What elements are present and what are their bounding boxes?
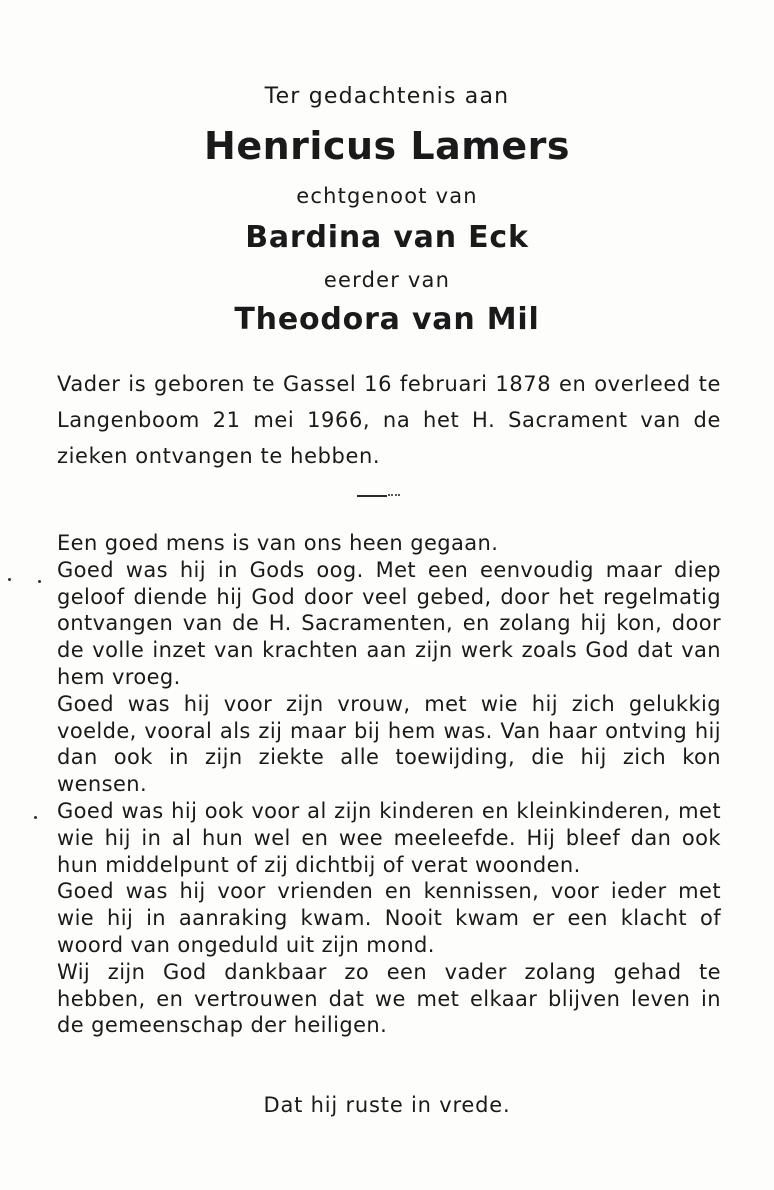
- closing-line: Dat hij ruste in vrede.: [263, 1093, 511, 1117]
- divider-dots: [388, 494, 400, 499]
- tribute-paragraph: Goed was hij ook voor al zijn kinderen en kleinkinderen, met wie hij in al hun wel en wee meeleefde. Hij bleef dan ook hun middelpunt of zij dichtbij of verat woonden.: [57, 798, 721, 877]
- print-speck: [8, 578, 11, 581]
- biography-text: Vader is geboren te Gassel 16 februari 1878 en overleed te Langenboom 21 mei 1966, na het H. Sacrament van de zieken ontvangen te hebben.: [57, 372, 721, 468]
- tribute-paragraph: Goed was hij voor zijn vrouw, met wie hij zich gelukkig voelde, vooral als zij maar bij hem was. Van haar ontving hij dan ook in zijn ziekte alle toewijding, die hij zich kon wensen.: [57, 691, 721, 797]
- spouse-name-2: Theodora van Mil: [234, 302, 540, 337]
- relation-label-2: eerder van: [323, 268, 451, 292]
- tribute-paragraph: Goed was hij voor vrienden en kennissen, voor ieder met wie hij in aanraking kwam. Nooit kwam er een klacht of woord van ongeduld uit zijn mond.: [57, 879, 721, 957]
- relation-label-1: echtgenoot van: [296, 184, 478, 208]
- print-speck: [34, 816, 37, 819]
- deceased-name: Henricus Lamers: [204, 124, 570, 168]
- tribute-body: [57, 530, 721, 1039]
- tribute-paragraph: Wij zijn God dankbaar zo een vader zolang gehad te hebben, en vertrouwen dat we met elkaar blijven leven in de gemeenschap der heiligen.: [57, 959, 721, 1038]
- tribute-paragraph: Goed was hij in Gods oog. Met een eenvoudig maar diep geloof diende hij God door veel gebed, door het regelmatig ontvangen van de H. Sacramenten, en zolang hij kon, door de volle inzet van krachten aan zijn werk zoals God dat van hem vroeg.: [57, 557, 721, 689]
- section-divider: [357, 495, 387, 497]
- print-speck: [38, 580, 41, 583]
- intro-text: Ter gedachtenis aan: [264, 84, 510, 109]
- tribute-paragraph: Een goed mens is van ons heen gegaan.: [57, 531, 499, 555]
- spouse-name-1: Bardina van Eck: [245, 220, 529, 255]
